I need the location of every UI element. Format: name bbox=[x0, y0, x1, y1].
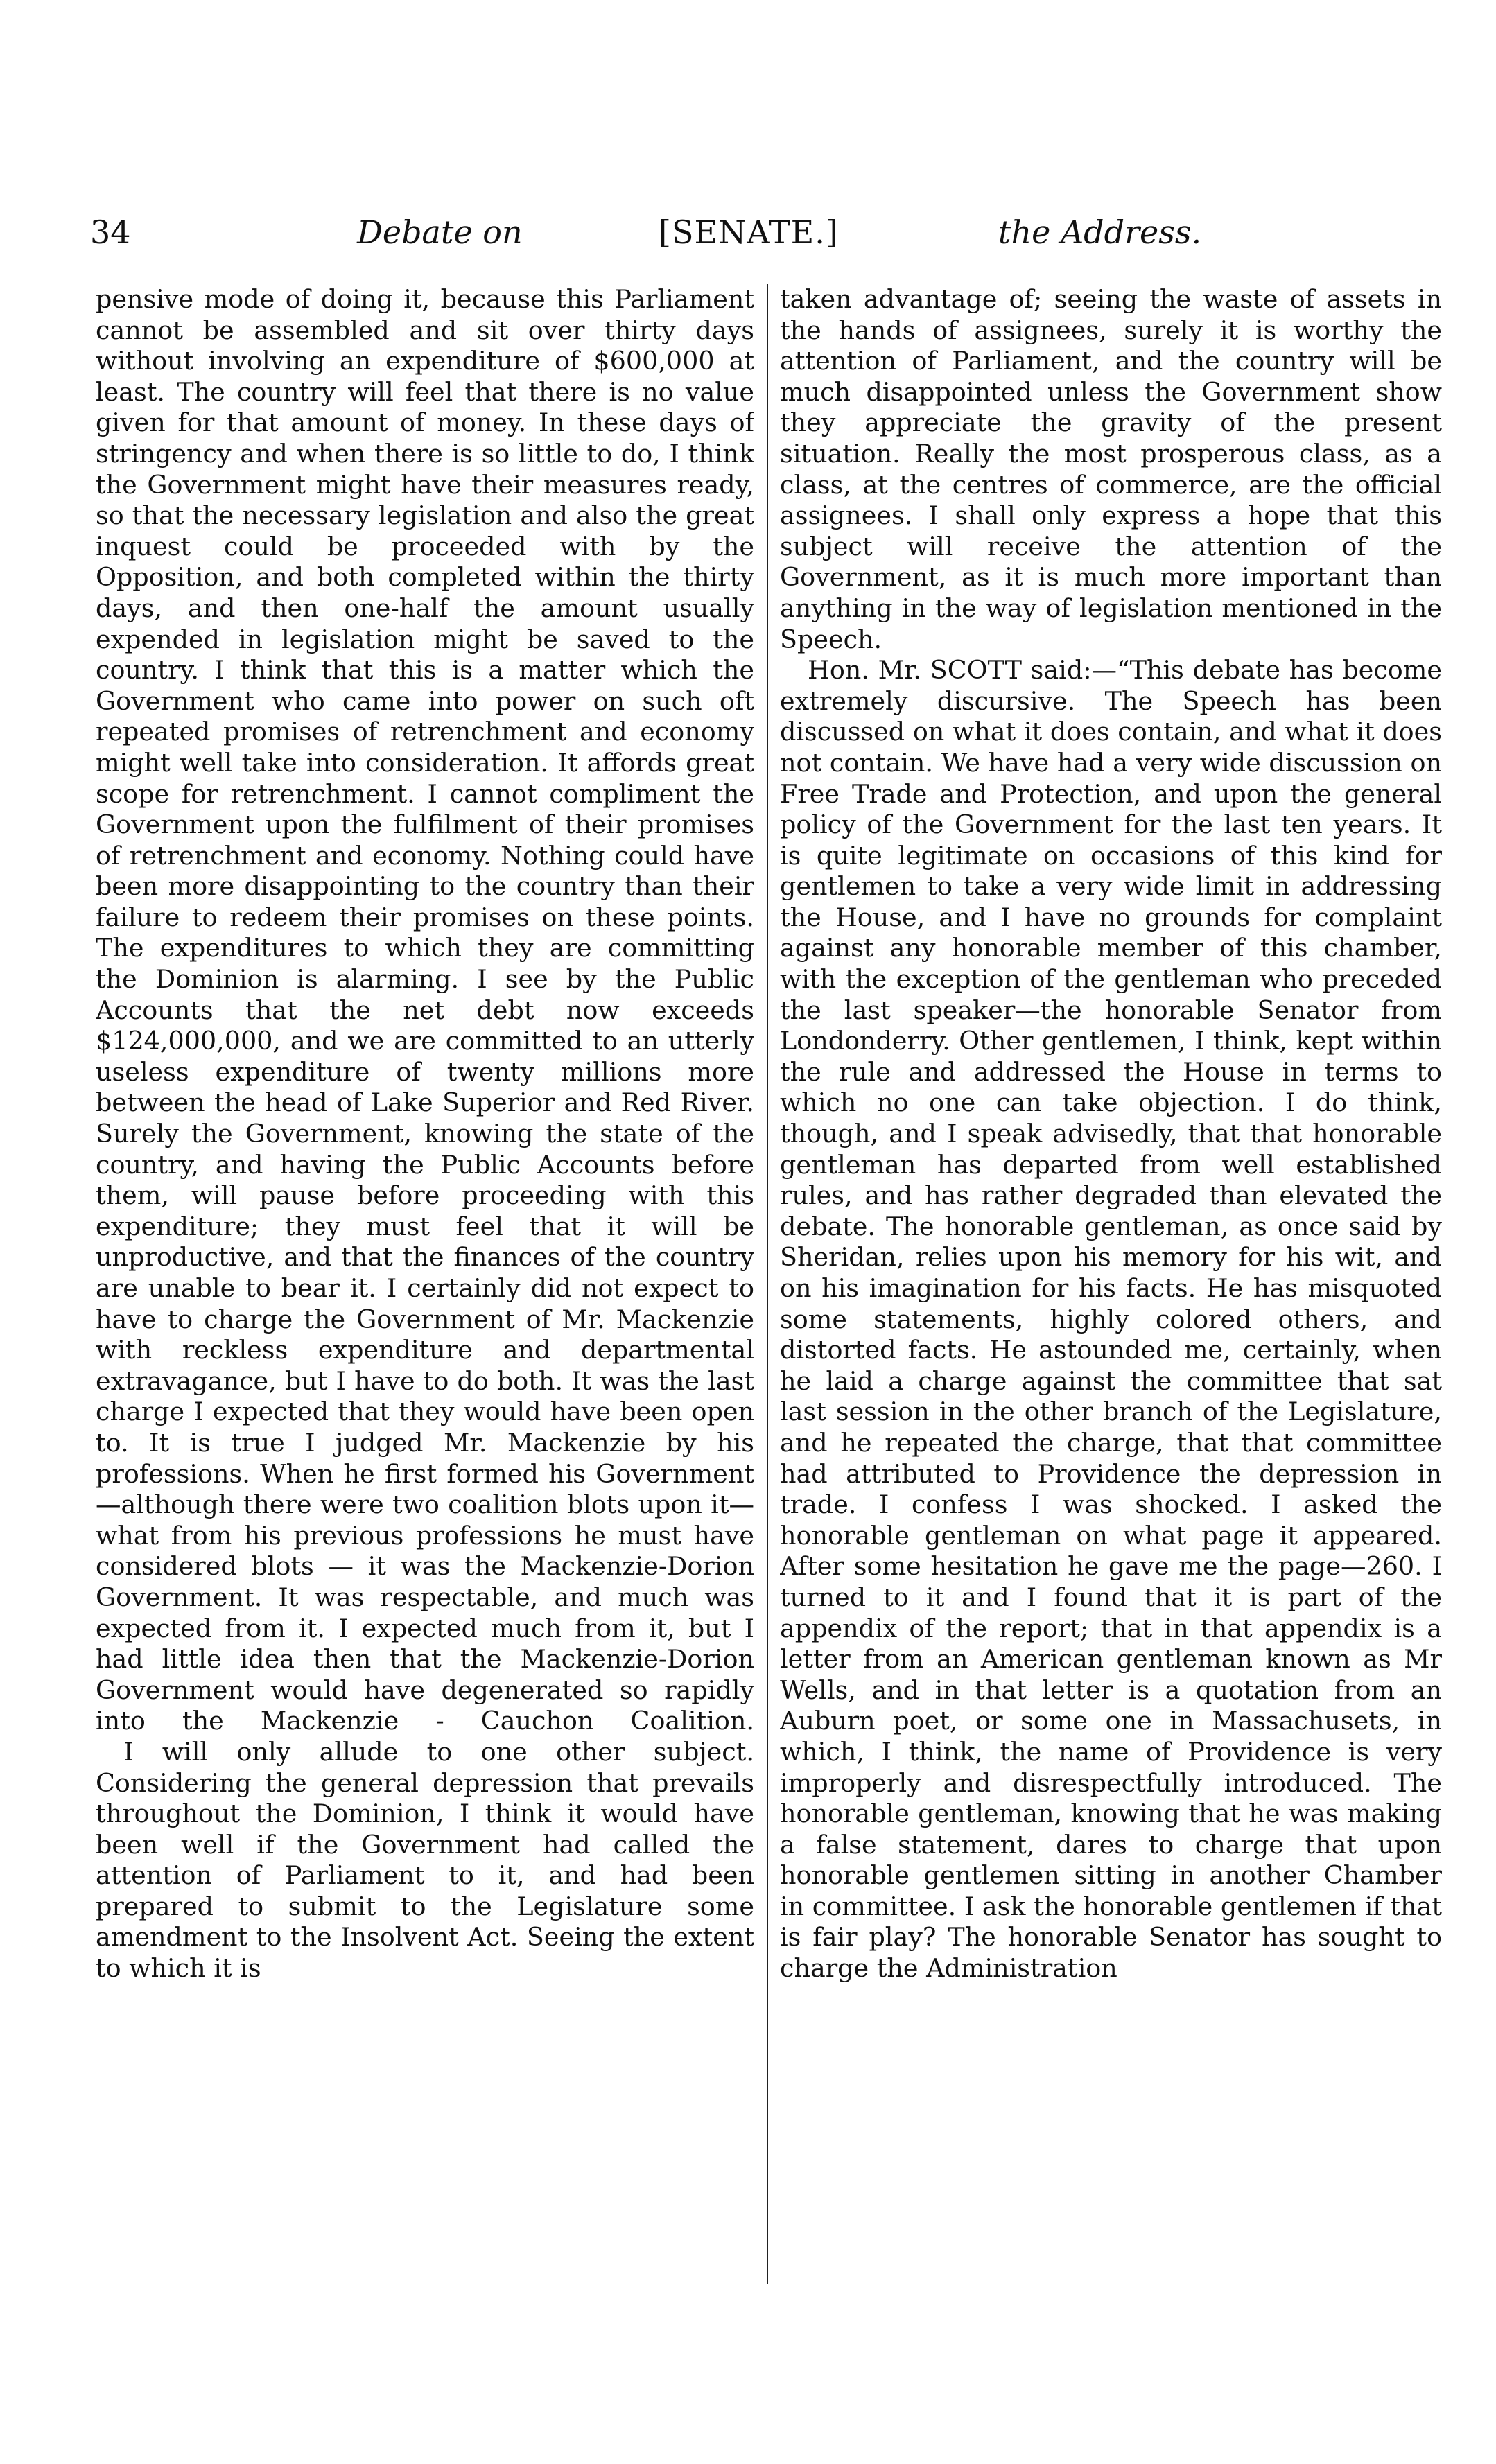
page-number: 34 bbox=[90, 213, 131, 251]
paragraph: I will only allude to one other subject. Considering the general depression that prevails throughout the Dominion, I think it would have been well if the Government had called the attention of Parliament to it, and had been prepared to submit to the Legislature some amendment to the Insolvent Act. Seeing the extent to which it is bbox=[96, 1736, 754, 1984]
paragraph: taken advantage of; seeing the waste of assets in the hands of assignees, surely it is worthy the attention of Parliament, and the country will be much disappointed unless the Government show they appreciate the gravity of the present situation. Really the most prosperous class, as a class, at the centres of commerce, are the official assignees. I shall only express a hope that this subject will receive the attention of the Government, as it is much more important than anything in the way of legislation mentioned in the Speech. bbox=[780, 284, 1442, 654]
column-divider bbox=[767, 284, 768, 2284]
running-header bbox=[90, 208, 1202, 256]
header-chamber: [SENATE.] bbox=[659, 213, 839, 251]
header-right-title: the Address. bbox=[998, 213, 1202, 251]
header-left-title: Debate on bbox=[357, 213, 523, 251]
paragraph: pensive mode of doing it, because this Parliament cannot be assembled and sit over thirty days without involving an expenditure of $600,000 at least. The country will feel that there is no value given for that amount of money. In these days of stringency and when there is so little to do, I think the Government might have their measures ready, so that the necessary legislation and also the great inquest could be proceeded with by the Opposition, and both completed within the thirty days, and then one-half the amount usually expended in legislation might be saved to the country. I think that this is a matter which the Government who came into power on such oft repeated promises of retrenchment and economy might well take into consideration. It affords great scope for retrenchment. I cannot compliment the Government upon the fulfilment of their promises of retrenchment and economy. Nothing could have been more disappointing to the country than their failure to redeem their promises on these points. The expenditures to which they are committing the Dominion is alarming. I see by the Public Accounts that the net debt now exceeds $124,000,000, and we are committed to an utterly useless expenditure of twenty millions more between the head of Lake Superior and Red River. Surely the Government, knowing the state of the country, and having the Public Accounts before them, will pause before proceeding with this expenditure; they must feel that it will be unproductive, and that the finances of the country are unable to bear it. I certainly did not expect to have to charge the Government of Mr. Mackenzie with reckless expenditure and departmental extravagance, but I have to do both. It was the last charge I expected that they would have been open to. It is true I judged Mr. Mackenzie by his professions. When he first formed his Government—although there were two coalition blots upon it—what from his previous professions he must have considered blots — it was the Mackenzie-Dorion Government. It was respectable, and much was expected from it. I expected much from it, but I had little idea then that the Mackenzie-Dorion Government would have degenerated so rapidly into the Mackenzie - Cauchon Coalition. bbox=[96, 284, 754, 1736]
right-column bbox=[780, 284, 1442, 2287]
paragraph: Hon. Mr. SCOTT said:—“This debate has become extremely discursive. The Speech has been discussed on what it does contain, and what it does not contain. We have had a very wide discussion on Free Trade and Protection, and upon the general policy of the Government for the last ten years. It is quite legitimate on occasions of this kind for gentlemen to take a very wide limit in addressing the House, and I have no grounds for complaint against any honorable member of this chamber, with the exception of the gentleman who preceded the last speaker—the honorable Senator from Londonderry. Other gentlemen, I think, kept within the rule and addressed the House in terms to which no one can take objection. I do think, though, and I speak advisedly, that that honorable gentleman has departed from well established rules, and has rather degraded than elevated the debate. The honorable gentleman, as once said by Sheridan, relies upon his memory for his wit, and on his imagination for his facts. He has misquoted some statements, highly colored others, and distorted facts. He astounded me, certainly, when he laid a charge against the committee that sat last session in the other branch of the Legislature, and he repeated the charge, that that committee had attributed to Providence the depression in trade. I confess I was shocked. I asked the honorable gentleman on what page it appeared. After some hesitation he gave me the page—260. I turned to it and I found that it is part of the appendix of the report; that in that appendix is a letter from an American gentleman known as Mr Wells, and in that letter is a quotation from an Auburn poet, or some one in Massachusets, in which, I think, the name of Providence is very improperly and disrespectfully introduced. The honorable gentleman, knowing that he was making a false statement, dares to charge that upon honorable gentlemen sitting in another Chamber in committee. I ask the honorable gentlemen if that is fair play? The honorable Senator has sought to charge the Administration bbox=[780, 655, 1442, 1984]
left-column bbox=[96, 284, 754, 2287]
